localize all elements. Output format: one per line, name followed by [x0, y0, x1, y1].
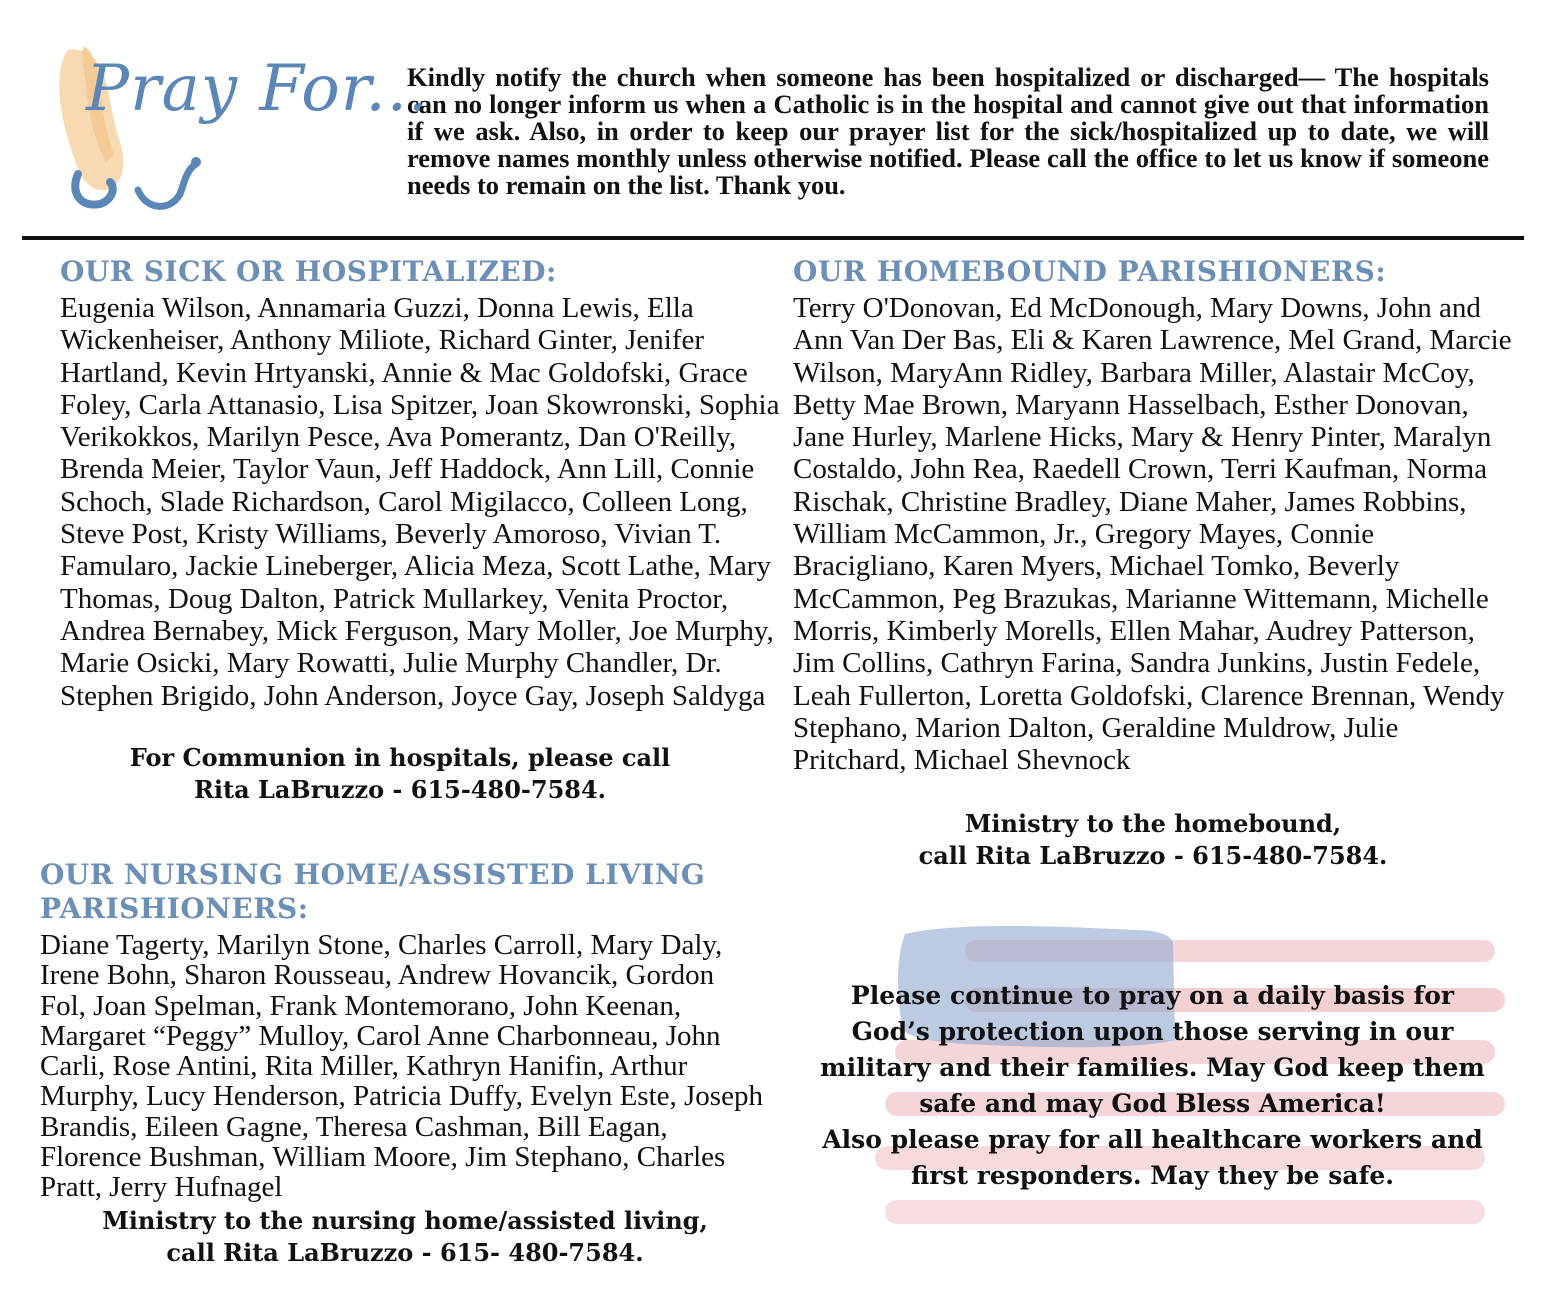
homebound-contact [793, 808, 1513, 872]
notification-notice: Kindly notify the church when someone has been hospitalized or discharged— The hospitals can no longer inform us when a Catholic is in the hospital and cannot give out that information if we ask. Also, in order to keep our prayer list for the sick/hospitalized up to date, we will remove names monthly unless otherwise notified. Please call the office to let us know if someone needs to remain on the list. Thank you. [407, 62, 1489, 200]
military-line6: first responders. May they be safe. [911, 1161, 1394, 1190]
homebound-contact-line1: Ministry to the homebound, [964, 809, 1342, 838]
nursing-contact-line1: Ministry to the nursing home/assisted living, [102, 1206, 708, 1235]
pray-for-logo [50, 42, 430, 217]
military-line2: God’s protection upon those serving in our [851, 1017, 1454, 1046]
military-line1: Please continue to pray on a daily basis for [850, 981, 1455, 1010]
nursing-names-list: Diane Tagerty, Marilyn Stone, Charles Carroll, Mary Daly, Irene Bohn, Sharon Rousseau, Andrew Hovancik, Gordon Fol, Joan Spelman, Frank Montemorano, John Keenan, Margaret “Peggy” Mulloy, Carol Anne Charbonneau, John Carli, Rose Antini, Rita Miller, Kathryn Hanifin, Arthur Murphy, Lucy Henderson, Patricia Duffy, Evelyn Este, Joseph Brandis, Eileen Gagne, Theresa Cashman, Bill Eagan, Florence Bushman, William Moore, Jim Stephano, Charles Pratt, Jerry Hufnagel [40, 929, 763, 1204]
sick-contact-line1: For Communion in hospitals, please call [129, 743, 671, 772]
sick-contact [60, 742, 740, 806]
homebound-heading: OUR HOMEBOUND PARISHIONERS: [793, 255, 1387, 288]
military-line3: military and their families. May God keep them [820, 1053, 1485, 1082]
sick-names-list: Eugenia Wilson, Annamaria Guzzi, Donna Lewis, Ella Wickenheiser, Anthony Miliote, Richard Ginter, Jenifer Hartland, Kevin Hrtyanski, Annie & Mac Goldofski, Grace Foley, Carla Attanasio, Lisa Spitzer, Joan Skowronski, Sophia Verikokkos, Marilyn Pesce, Ava Pomerantz, Dan O'Reilly, Brenda Meier, Taylor Vaun, Jeff Haddock, Ann Lill, Connie Schoch, Slade Richardson, Carol Migilacco, Colleen Long, Steve Post, Kristy Williams, Beverly Amoroso, Vivian T. Famularo, Jackie Lineberger, Alicia Meza, Scott Lathe, Mary Thomas, Doug Dalton, Patrick Mullarkey, Venita Proctor, Andrea Bernabey, Mick Ferguson, Mary Moller, Joe Murphy, Marie Osicki, Mary Rowatti, Julie Murphy Chandler, Dr. Stephen Brigido, John Anderson, Joyce Gay, Joseph Saldyga [60, 292, 780, 712]
sick-heading: OUR SICK OR HOSPITALIZED: [60, 255, 557, 288]
homebound-contact-line2: call Rita LaBruzzo - 615-480-7584. [918, 841, 1388, 870]
sick-contact-line2: Rita LaBruzzo - 615-480-7584. [193, 775, 607, 804]
nursing-heading: OUR NURSING HOME/ASSISTED LIVING PARISHIONERS: [40, 858, 706, 925]
homebound-names-list: Terry O'Donovan, Ed McDonough, Mary Downs, John and Ann Van Der Bas, Eli & Karen Lawrence, Mel Grand, Marcie Wilson, MaryAnn Ridley, Barbara Miller, Alastair McCoy, Betty Mae Brown, Maryann Hasselbach, Esther Donovan, Jane Hurley, Marlene Hicks, Mary & Henry Pinter, Maralyn Costaldo, John Rea, Raedell Crown, Terri Kaufman, Norma Rischak, Christine Bradley, Diane Maher, James Robbins, William McCammon, Jr., Gregory Mayes, Connie Bracigliano, Karen Myers, Michael Tomko, Beverly McCammon, Peg Brazukas, Marianne Wittemann, Michelle Morris, Kimberly Morells, Ellen Mahar, Audrey Patterson, Jim Collins, Cathryn Farina, Sandra Junkins, Justin Fedele, Leah Fullerton, Loretta Goldofski, Clarence Brennan, Wendy Stephano, Marion Dalton, Geraldine Muldrow, Julie Pritchard, Michael Shevnock [793, 292, 1512, 777]
nursing-contact [40, 1205, 770, 1269]
military-line5: Also please pray for all healthcare workers and [822, 1125, 1483, 1154]
header-divider [22, 236, 1524, 240]
military-prayer-text [795, 978, 1510, 1194]
military-line4: safe and may God Bless America! [919, 1089, 1386, 1118]
nursing-contact-line2: call Rita LaBruzzo - 615- 480-7584. [166, 1238, 644, 1267]
pray-for-title: Pray For... [86, 52, 430, 126]
